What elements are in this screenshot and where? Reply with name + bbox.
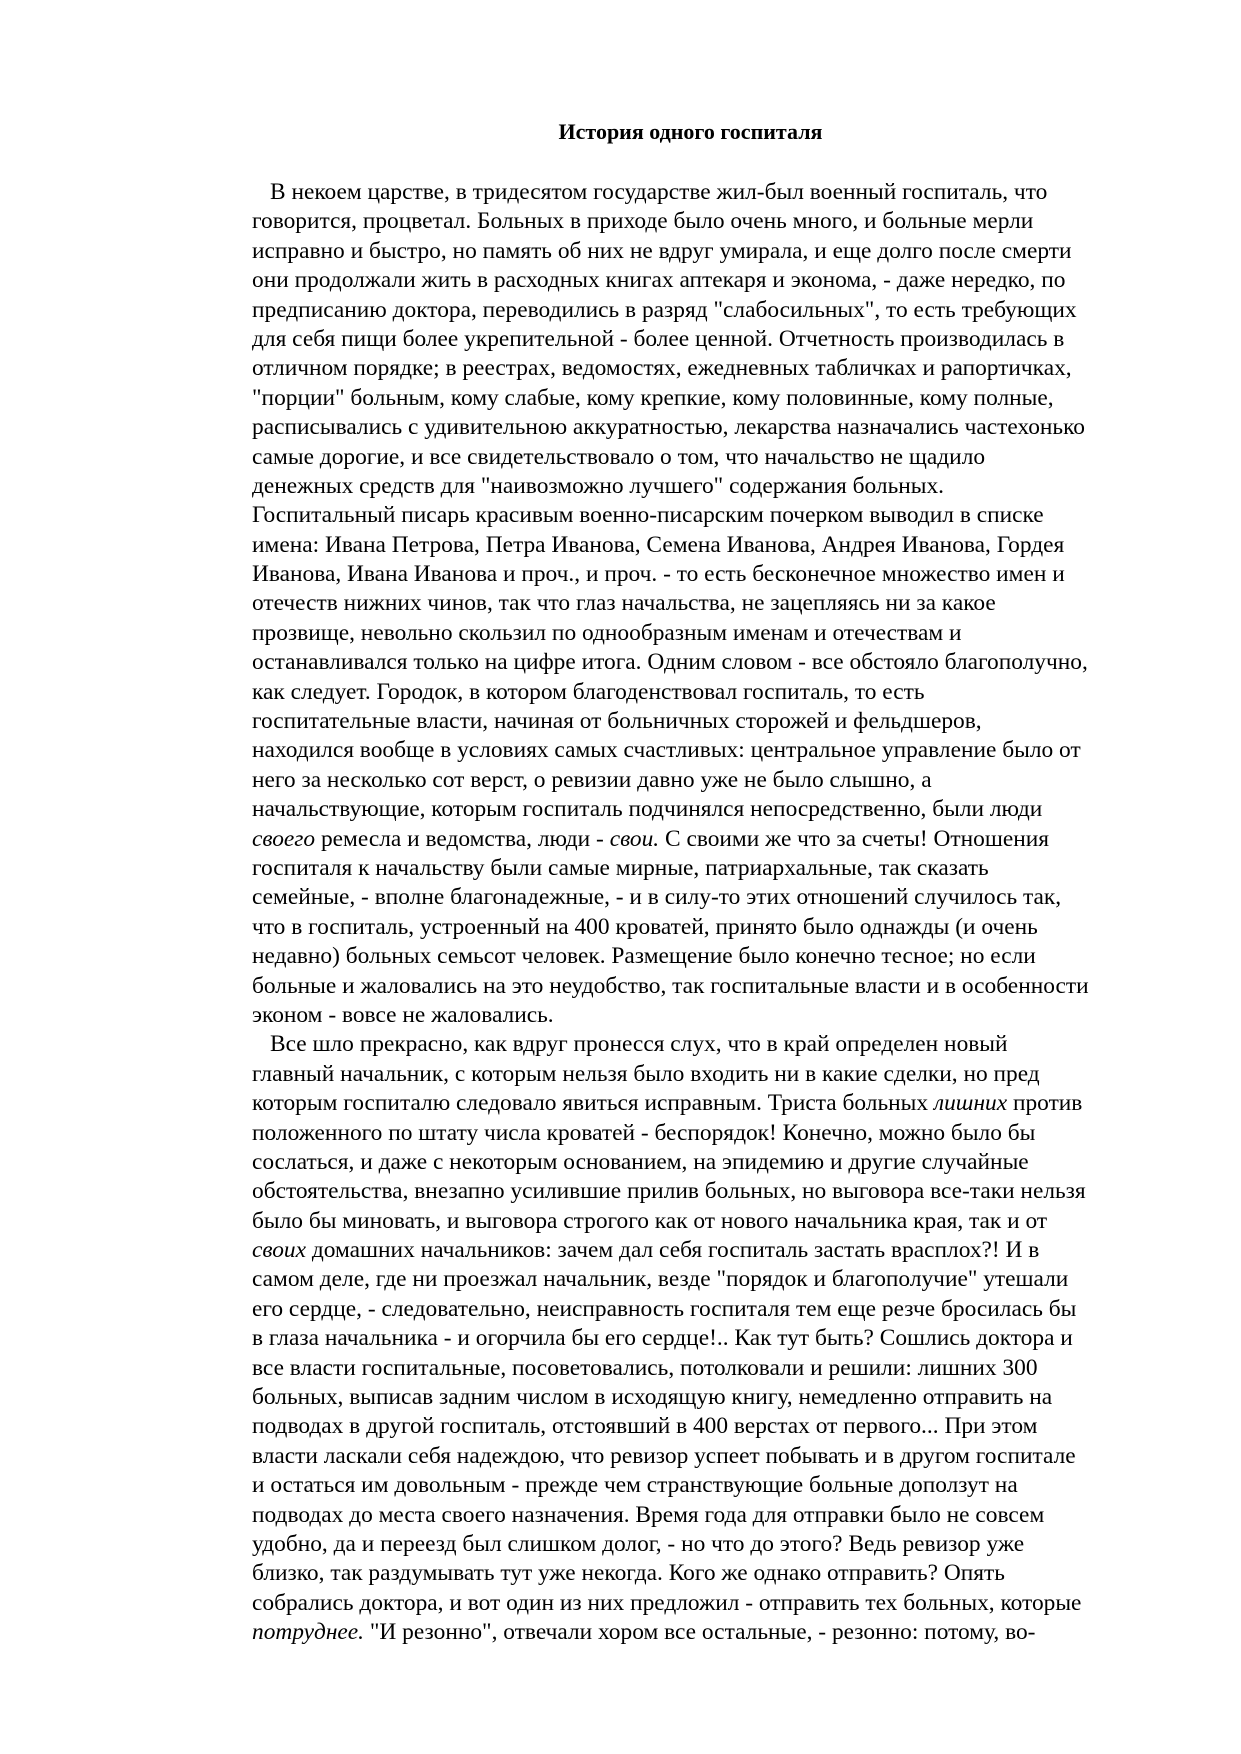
text-line: главный начальник, с которым нельзя было входить ни в какие сделки, но пред [252,1060,1040,1087]
text-line: было бы миновать, и выговора строгого как от нового начальника края, так и от [252,1207,1048,1234]
text-line: предписанию доктора, переводились в разряд "слабосильных", то есть требующих [252,296,1077,323]
text-line: власти ласкали себя надеждою, что ревизор успеет побывать и в другом госпитале [252,1442,1076,1469]
text-line: говорится, процветал. Больных в приходе было очень много, и больные мерли [252,208,1034,235]
text-line: самом деле, где ни проезжал начальник, везде "порядок и благополучие" утешали [252,1266,1069,1293]
text-line: положенного по штату числа кроватей - беспорядок! Конечно, можно было бы [252,1119,1036,1146]
text-line: и остаться им довольным - прежде чем странствующие больные доползут на [252,1472,1018,1499]
text-line: эконом - вовсе не жаловались. [252,1001,554,1028]
text-line: расписывались с удивительною аккуратностью, лекарства назначались частехонько [252,414,1085,441]
text-line: близко, так раздумывать тут уже некогда. Кого же однако отправить? Опять [252,1560,1005,1587]
text-line: потруднее. "И резонно", отвечали хором все остальные, - резонно: потому, во- [252,1619,1036,1646]
italic-text: свои. [609,825,660,852]
text-line: которым госпиталю следовало явиться исправным. Триста больных лишних против [252,1090,1083,1117]
italic-text: лишних [933,1090,1008,1117]
text-line: отличном порядке; в реестрах, ведомостях, ежедневных табличках и рапортичках, [252,355,1072,382]
text-line: своих домашних начальников: зачем дал себя госпиталь застать врасплох?! И в [252,1237,1040,1264]
text-line: отечеств нижних чинов, так что глаз начальства, не зацепляясь ни за какое [252,590,996,617]
text-line: Иванова, Ивана Иванова и проч., и проч. - то есть бесконечное множество имен и [252,561,1065,588]
text-line: останавливался только на цифре итога. Одним словом - все обстояло благополучно, [252,649,1088,676]
document-title: История одного госпиталя [558,119,823,144]
text-line: денежных средств для "наивозможно лучшего" содержания больных. [252,472,945,499]
text-line: начальствующие, которым госпиталь подчинялся непосредственно, были люди [252,796,1043,823]
document-body [252,178,1162,1648]
text-line: исправно и быстро, но память об них не вдруг умирала, и еще долго после смерти [252,237,1072,264]
text-line: в глаза начальника - и огорчила бы его сердце!.. Как тут быть? Сошлись доктора и [252,1325,1073,1352]
text-line: семейные, - вполне благонадежные, - и в силу-то этих отношений случилось так, [252,884,1062,911]
text-line: удобно, да и переезд был слишком долог, - но что до этого? Ведь ревизор уже [252,1530,1025,1557]
text-line: собрались доктора, и вот один из них предложил - отправить тех больных, которые [252,1589,1082,1616]
text-line: его сердце, - следовательно, неисправность госпиталя тем еще резче бросилась бы [252,1295,1077,1322]
italic-text: потруднее. [252,1619,365,1646]
text-line: госпитательные власти, начиная от больничных сторожей и фельдшеров, [252,708,982,735]
text-line: В некоем царстве, в тридесятом государстве жил-был военный госпиталь, что [270,179,1048,205]
text-line: него за несколько сот верст, о ревизии давно уже не было слышно, а [252,766,932,793]
text-line: как следует. Городок, в котором благоденствовал госпиталь, то есть [252,678,925,705]
text-line: Все шло прекрасно, как вдруг пронесся слух, что в край определен новый [270,1031,1008,1058]
text-line: больные и жаловались на это неудобство, так госпитальные власти и в особенности [252,972,1089,999]
text-line: обстоятельства, внезапно усилившие прилив больных, но выговора все-таки нельзя [252,1178,1086,1205]
text-line: своего ремесла и ведомства, люди - свои. С своими же что за счеты! Отношения [252,825,1050,852]
text-line: подводах в другой госпиталь, отстоявший в 400 верстах от первого... При этом [252,1413,1038,1440]
text-line: что в госпиталь, устроенный на 400 кроватей, принято было однажды (и очень [252,913,1038,940]
text-line: сослаться, и даже с некоторым основанием, на эпидемию и другие случайные [252,1148,1029,1175]
text-line: госпиталя к начальству были самые мирные, патриархальные, так сказать [252,854,989,881]
text-line: "порции" больным, кому слабые, кому крепкие, кому половинные, кому полные, [252,384,1054,411]
text-line: находился вообще в условиях самых счастливых: центральное управление было от [252,737,1081,764]
text-line: подводах до места своего назначения. Время года для отправки было не совсем [252,1501,1045,1528]
text-line: они продолжали жить в расходных книгах аптекаря и эконома, - даже нередко, по [252,267,1066,294]
italic-text: своих [252,1237,306,1264]
text-line: для себя пищи более укрепительной - более ценной. Отчетность производилась в [252,325,1065,352]
text-line: прозвище, невольно скользил по однообразным именам и отечествам и [252,619,962,646]
text-line: больных, выписав задним числом в исходящую книгу, немедленно отправить на [252,1384,1053,1411]
text-line: Госпитальный писарь красивым военно-писарским почерком выводил в списке [252,502,1044,529]
text-line: самые дорогие, и все свидетельствовало о том, что начальство не щадило [252,443,986,470]
text-line: недавно) больных семьсот человек. Размещение было конечно тесное; но если [252,943,1036,970]
italic-text: своего [252,825,316,852]
text-line: имена: Ивана Петрова, Петра Иванова, Семена Иванова, Андрея Иванова, Гордея [252,531,1065,558]
text-line: все власти госпитальные, посоветовались, потолковали и решили: лишних 300 [252,1354,1038,1381]
